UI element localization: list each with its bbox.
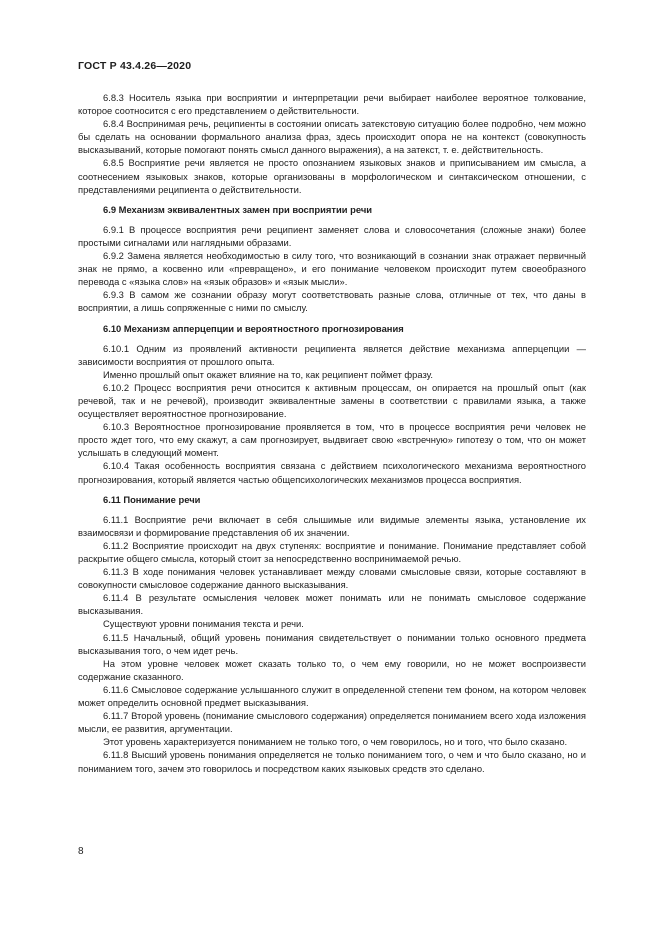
paragraph: 6.11.8 Высший уровень понимания определяется не только пониманием того, о чем и что было сказано, но и пониманием того, зачем это говорилось и посредством каких языковых средств это сделано. <box>78 749 586 774</box>
paragraph: 6.10.1 Одним из проявлений активности реципиента является действие механизма апперцепции — зависимости восприятия от прошлого опыта. <box>78 342 586 367</box>
document-header: ГОСТ Р 43.4.26—2020 <box>78 60 192 72</box>
paragraph: Именно прошлый опыт окажет влияние на то, как реципиент поймет фразу. <box>103 368 433 380</box>
section-heading: 6.11 Понимание речи <box>103 493 201 505</box>
paragraph: 6.9.1 В процессе восприятия речи реципиент заменяет слова и словосочетания (сложные знаки) более простыми сигналами или наглядными образами. <box>78 223 586 248</box>
paragraph: 6.8.3 Носитель языка при восприятии и интерпретации речи выбирает наиболее вероятное толкование, которое соотносится с его представлением о действительности. <box>78 92 586 117</box>
page-number: 8 <box>78 846 84 857</box>
paragraph: 6.11.4 В результате осмысления человек может понимать или не понимать смысловое содержание высказывания. <box>78 592 586 617</box>
paragraph: 6.10.3 Вероятностное прогнозирование проявляется в том, что в процессе восприятия речи человек не просто ждет того, что ему скажут, а сам прогнозирует, выдвигает свою «встречную» гипотезу о том, что он может услышать в следующий момент. <box>78 421 586 459</box>
paragraph: 6.9.2 Замена является необходимостью в силу того, что возникающий в сознании знак отражает первичный знак не прямо, а косвенно или «превращено», и его понимание человеком происходит путем своеобразного перевода с «языка слов» на «язык образов» и «язык мысли». <box>78 250 586 288</box>
paragraph: 6.11.2 Восприятие происходит на двух ступенях: восприятие и понимание. Понимание представляет собой раскрытие общего смысла, который стоит за непосредственно воспринимаемой речью. <box>78 539 586 564</box>
paragraph: Существуют уровни понимания текста и речи. <box>103 618 304 630</box>
paragraph: 6.11.3 В ходе понимания человек устанавливает между словами смысловые связи, которые составляют в совокупности смысловое содержание данного высказывания. <box>78 566 586 591</box>
paragraph: 6.8.5 Восприятие речи является не просто опознанием языковых знаков и приписыванием им смысла, а соотнесением языковых знаков, которые организованы в морфологическом и синтаксическом отношении, с представлениями реципиента о действительности. <box>78 157 586 195</box>
paragraph: 6.11.6 Смысловое содержание услышанного служит в определенной степени тем фоном, на котором человек может определить основной предмет высказывания. <box>78 683 586 709</box>
document-body <box>78 91 586 775</box>
paragraph: 6.11.5 Начальный, общий уровень понимания свидетельствует о понимании только основного предмета высказывания того, о чем идет речь. <box>78 631 586 656</box>
paragraph: 6.11.1 Восприятие речи включает в себя слышимые или видимые элементы языка, установление их взаимосвязи и формирование представления об их значении. <box>78 513 586 538</box>
paragraph: 6.11.7 Второй уровень (понимание смыслового содержания) определяется пониманием всего хода изложения мысли, ее развития, аргументации. <box>78 710 586 735</box>
paragraph: 6.10.2 Процесс восприятия речи относится к активным процессам, он опирается на прошлый опыт (как речевой, так и не речевой), производит эквивалентные замены в соответствии с правилами языка, а также осуществляет вероятностное прогнозирование. <box>78 381 586 420</box>
paragraph: 6.8.4 Воспринимая речь, реципиенты в состоянии описать затекстовую ситуацию более подробно, чем можно бы сделать на основании формального анализа фраз, здесь происходит опора не на контекст (совокупность высказываний, которые помогают понять смысл данного выражения), а на затекст, т. е. действительность. <box>78 118 586 156</box>
section-heading: 6.9 Механизм эквивалентных замен при восприятии речи <box>103 203 373 215</box>
section-heading: 6.10 Механизм апперцепции и вероятностного прогнозирования <box>103 322 404 334</box>
paragraph: 6.9.3 В самом же сознании образу могут соответствовать разные слова, отличные от тех, что даны в восприятии, а лишь сопряженные с ними по смыслу. <box>78 289 586 314</box>
paragraph: На этом уровне человек может сказать только то, о чем ему говорили, но не может воспроизвести содержание сказанного. <box>78 657 586 682</box>
paragraph: 6.10.4 Такая особенность восприятия связана с действием психологического механизма вероятностного прогнозирования, который является частью общепсихологических механизмов процесса восприятия. <box>78 460 586 485</box>
paragraph: Этот уровень характеризуется пониманием не только того, о чем говорилось, но и того, что было сказано. <box>103 736 568 748</box>
